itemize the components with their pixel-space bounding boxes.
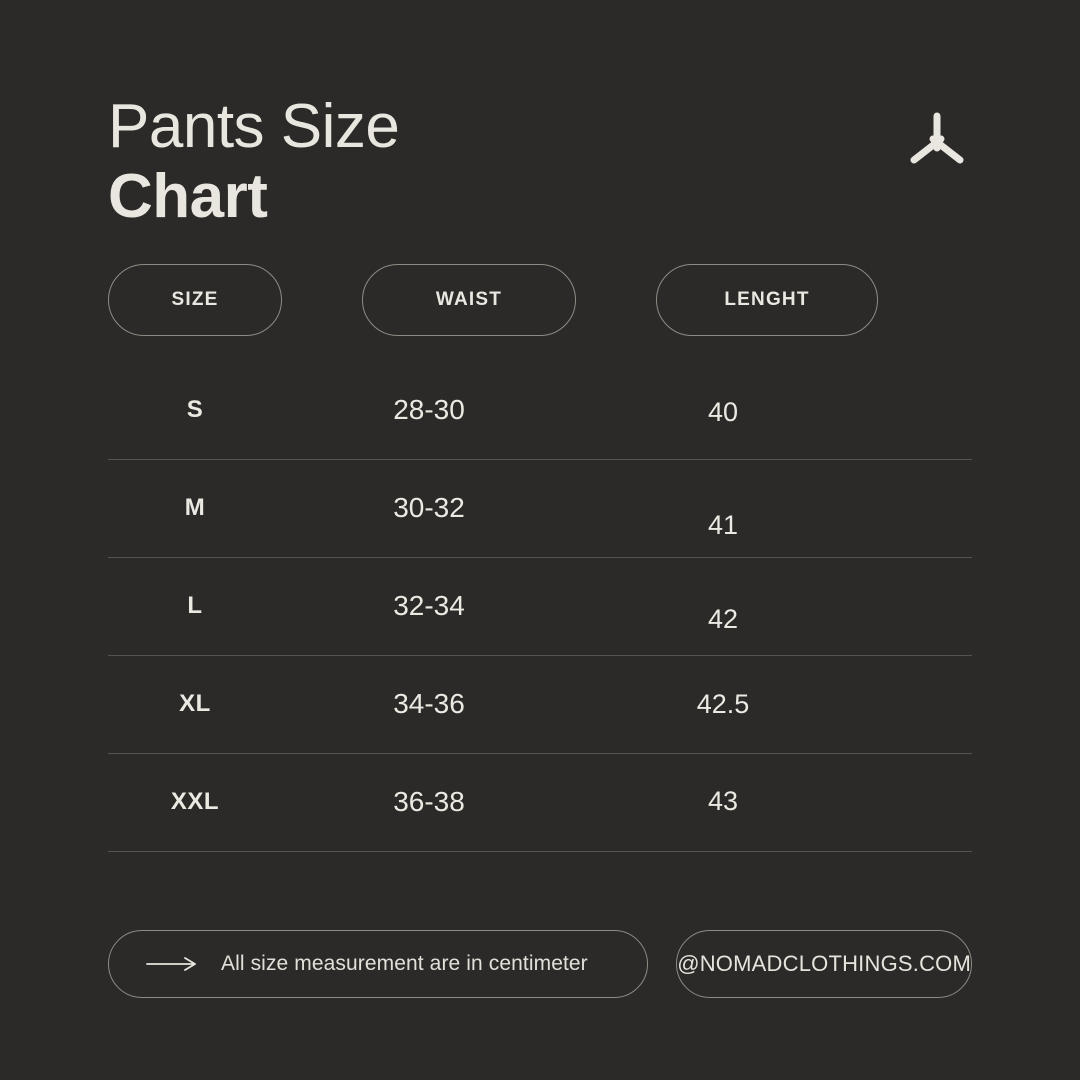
- column-header-length: [656, 264, 878, 336]
- cell-waist: 32-34: [393, 590, 465, 621]
- measurement-note: [108, 930, 648, 998]
- table-row: [108, 656, 972, 754]
- table-row: [108, 754, 972, 852]
- cell-length: 41: [707, 509, 739, 540]
- cell-waist: 34-36: [393, 688, 465, 719]
- size-table: [108, 362, 972, 852]
- cell-size: S: [186, 396, 204, 423]
- cell-length: 43: [707, 785, 739, 816]
- column-header-length-label: LENGHT: [724, 288, 810, 310]
- asterisk-icon: [902, 108, 972, 190]
- measurement-note-text: All size measurement are in centimeter: [221, 951, 588, 975]
- table-row: [108, 362, 972, 460]
- table-row: [108, 558, 972, 656]
- brand-handle-pill[interactable]: [676, 930, 972, 998]
- column-header-waist: [362, 264, 576, 336]
- column-header-size: [108, 264, 282, 336]
- page-footer: [108, 930, 972, 998]
- table-row: [108, 460, 972, 558]
- cell-waist: 36-38: [393, 786, 465, 817]
- cell-length: 42: [707, 603, 739, 634]
- column-header-waist-label: WAIST: [435, 288, 503, 310]
- cell-size: XXL: [170, 788, 220, 815]
- cell-size: M: [184, 494, 206, 521]
- cell-waist: 28-30: [393, 394, 465, 425]
- cell-waist: 30-32: [393, 492, 465, 523]
- arrow-right-icon: [145, 956, 199, 972]
- column-header-row: [108, 264, 972, 336]
- cell-length: 40: [707, 396, 739, 427]
- page-header: [108, 0, 972, 236]
- cell-size: L: [187, 592, 203, 619]
- page-title-secondary: Chart: [108, 162, 268, 231]
- cell-size: XL: [179, 690, 211, 717]
- page-title-primary: Pants Size: [108, 92, 400, 161]
- brand-handle-text: @NOMADCLOTHINGS.COM: [677, 950, 971, 976]
- cell-length: 42.5: [696, 688, 750, 719]
- column-header-size-label: SIZE: [171, 288, 219, 310]
